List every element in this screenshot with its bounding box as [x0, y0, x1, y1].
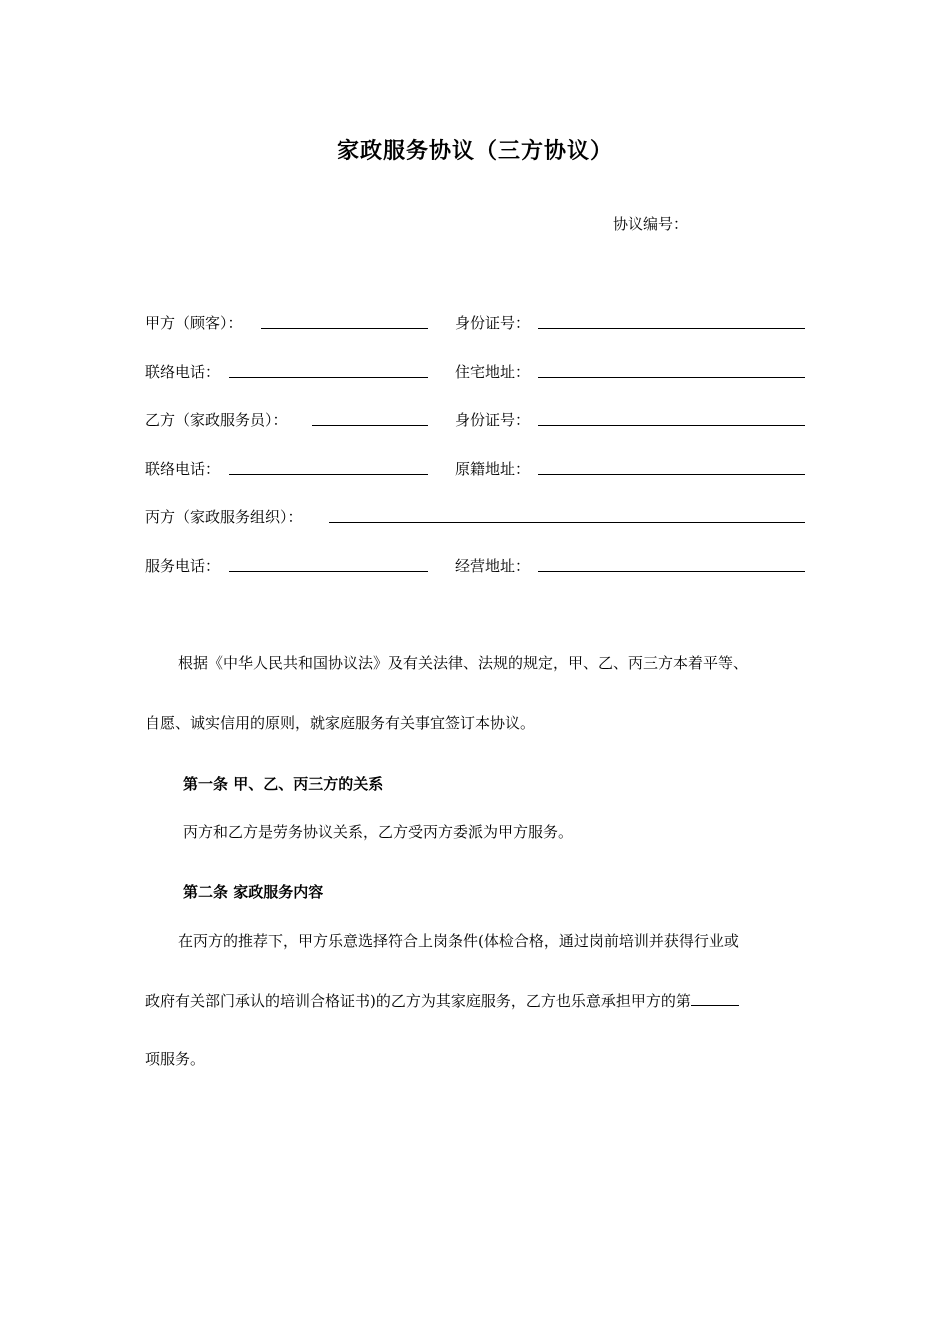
- party-a-id-field[interactable]: [538, 328, 805, 329]
- party-b-id-label: 身份证号：: [455, 411, 531, 429]
- party-a-address-label: 住宅地址：: [455, 363, 531, 381]
- party-a-address-field[interactable]: [538, 377, 805, 378]
- party-c-address-label: 经营地址：: [455, 557, 531, 575]
- intro-paragraph-line-2: 自愿、诚实信用的原则，就家庭服务有关事宜签订本协议。: [145, 714, 536, 732]
- party-a-id-label: 身份证号：: [455, 314, 531, 332]
- party-c-address-field[interactable]: [538, 571, 805, 572]
- article-1-text: 丙方和乙方是劳务协议关系，乙方受丙方委派为甲方服务。: [183, 823, 574, 841]
- agreement-number-label: 协议编号：: [613, 215, 689, 233]
- party-b-label: 乙方（家政服务员）：: [145, 411, 288, 429]
- party-c-name-field[interactable]: [329, 522, 805, 523]
- party-a-phone-field[interactable]: [229, 377, 428, 378]
- article-2-line-2: 政府有关部门承认的培训合格证书)的乙方为其家庭服务，乙方也乐意承担甲方的第: [145, 992, 691, 1010]
- party-c-label: 丙方（家政服务组织）：: [145, 508, 303, 526]
- article-2-heading: 第二条 家政服务内容: [183, 883, 324, 901]
- document-title: 家政服务协议（三方协议）: [336, 139, 613, 164]
- party-c-phone-label: 服务电话：: [145, 557, 221, 575]
- party-b-phone-field[interactable]: [229, 474, 428, 475]
- article-1-heading: 第一条 甲、乙、丙三方的关系: [183, 775, 384, 793]
- party-b-phone-label: 联络电话：: [145, 460, 221, 478]
- article-2-line-1: 在丙方的推荐下，甲方乐意选择符合上岗条件(体检合格，通过岗前培训并获得行业或: [178, 932, 739, 950]
- party-b-address-field[interactable]: [538, 474, 805, 475]
- service-item-number-field[interactable]: [691, 991, 739, 1006]
- party-a-name-field[interactable]: [261, 328, 428, 329]
- party-a-label: 甲方（顾客）：: [145, 314, 243, 332]
- party-b-name-field[interactable]: [312, 425, 428, 426]
- party-b-address-label: 原籍地址：: [455, 460, 531, 478]
- article-2-line-2-wrapper: [145, 990, 739, 1011]
- party-c-phone-field[interactable]: [229, 571, 428, 572]
- party-a-phone-label: 联络电话：: [145, 363, 221, 381]
- party-b-id-field[interactable]: [538, 425, 805, 426]
- article-2-line-3: 项服务。: [145, 1050, 206, 1068]
- intro-paragraph-line-1: 根据《中华人民共和国协议法》及有关法律、法规的规定，甲、乙、丙三方本着平等、: [178, 654, 749, 672]
